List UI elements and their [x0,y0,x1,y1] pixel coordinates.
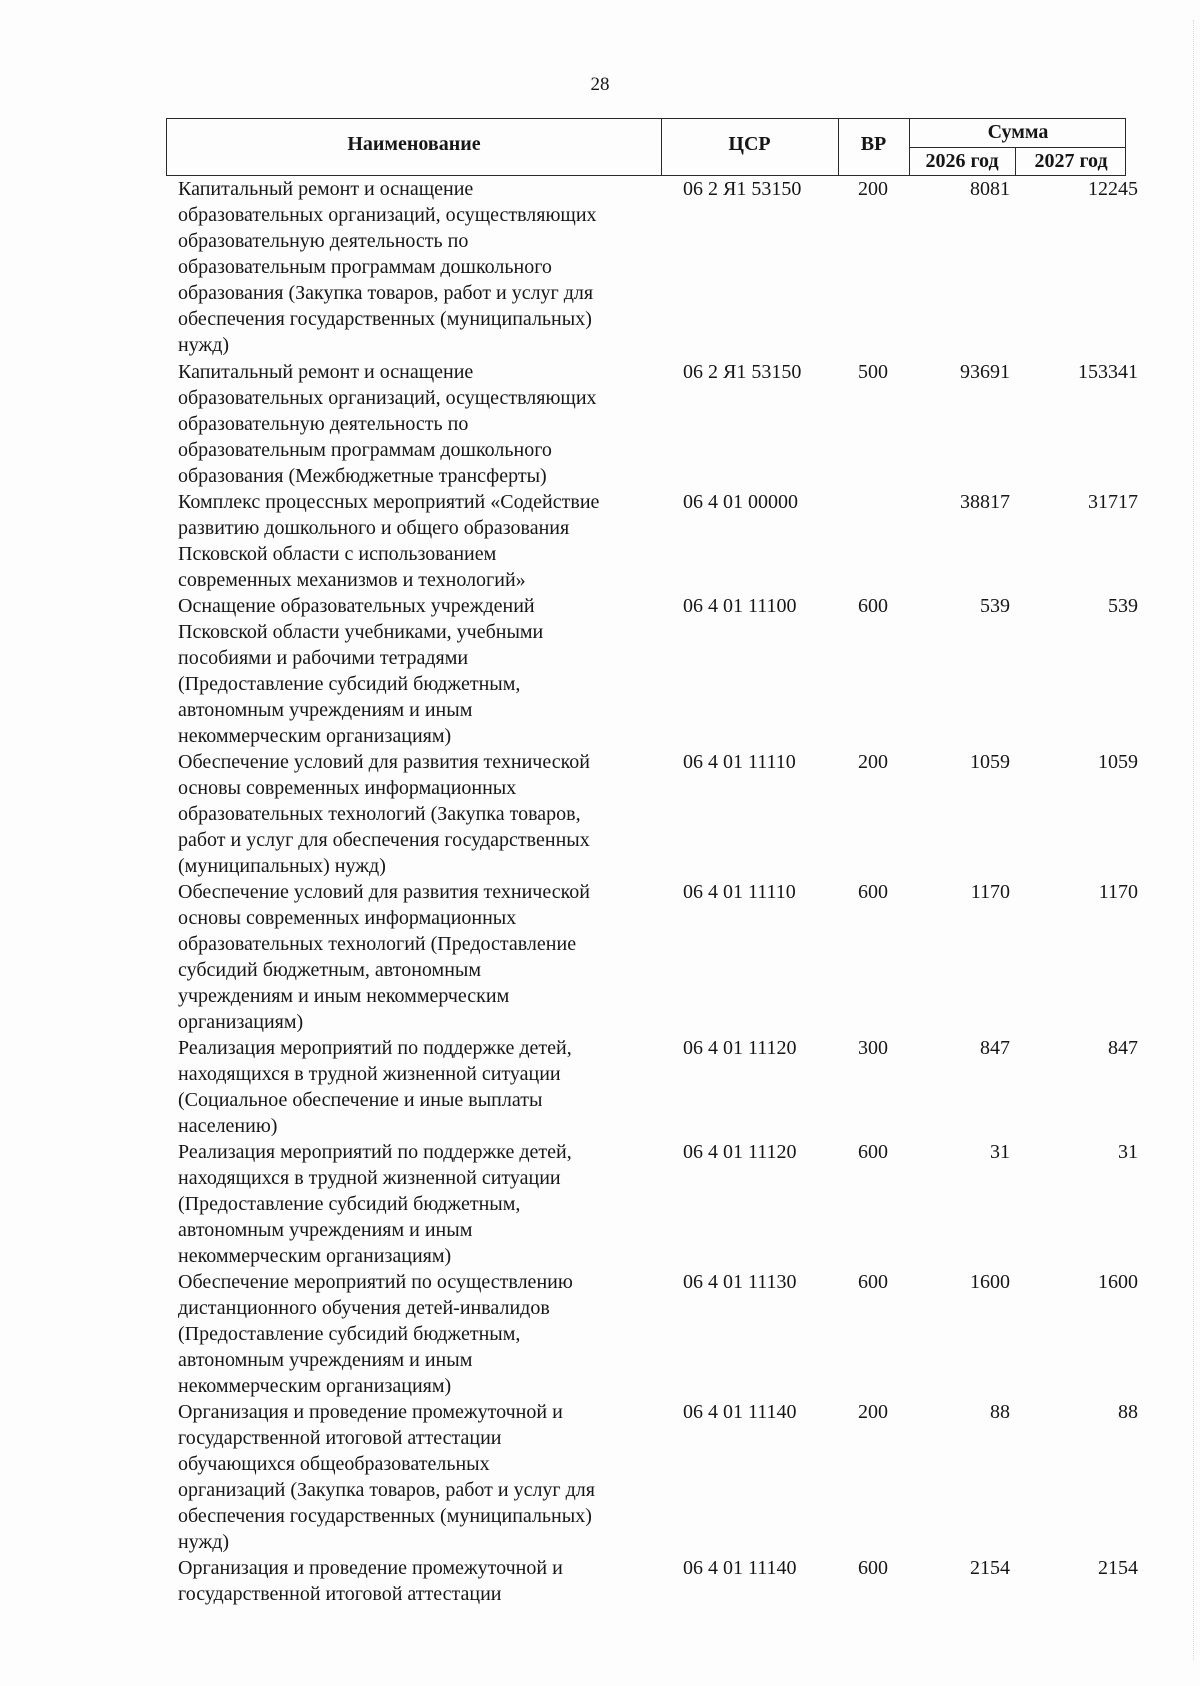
row-sum-2026: 847 [980,1037,1010,1059]
header-name: Наименование [347,133,481,155]
row-vr: 500 [858,361,888,383]
row-sum-2027: 1170 [1098,881,1138,903]
row-sum-2027: 88 [1118,1401,1138,1423]
row-name: Реализация мероприятий по поддержке детей, находящихся в трудной жизненной ситуации (Предоставление субсидий бюджетным, автономным учреждениям и иным некоммерческим организациям) [178,1141,572,1267]
row-name: Оснащение образовательных учреждений Псковской области учебниками, учебными пособиями и рабочими тетрадями (Предоставление субсидий бюджетным, автономным учреждениям и иным некоммерческим организациям) [178,595,544,747]
row-name: Капитальный ремонт и оснащение образовательных организаций, осуществляющих образовательную деятельность по образовательным программам дошкольного образования (Закупка товаров, работ и услуг для обеспечения государственных (муниципальных) нужд) [178,178,597,356]
row-vr: 200 [858,751,888,773]
header-vr: ВР [860,133,887,155]
row-name: Обеспечение мероприятий по осуществлению дистанционного обучения детей-инвалидов (Предоставление субсидий бюджетным, автономным учреждениям и иным некоммерческим организациям) [178,1271,573,1397]
row-csr: 06 4 01 11120 [683,1141,797,1163]
header-sum-divider [909,147,1125,148]
row-sum-2026: 2154 [970,1557,1010,1579]
row-name: Обеспечение условий для развития технической основы современных информационных образовательных технологий (Предоставление субсидий бюджетным, автономным учреждениям и иным некоммерческим организациям) [178,881,591,1033]
header-year-2027: 2027 год [1034,150,1108,172]
row-sum-2027: 153341 [1078,361,1138,383]
row-sum-2026: 31 [990,1141,1010,1163]
row-name: Капитальный ремонт и оснащение образовательных организаций, осуществляющих образовательную деятельность по образовательным программам дошкольного образования (Межбюджетные трансферты) [178,361,597,487]
row-sum-2027: 1059 [1098,751,1138,773]
row-sum-2027: 2154 [1098,1557,1138,1579]
row-vr: 600 [858,1557,888,1579]
header-csr: ЦСР [728,133,771,155]
header-year-2026: 2026 год [925,150,999,172]
row-csr: 06 4 01 11110 [683,881,796,903]
table-header [166,118,1126,176]
row-csr: 06 4 01 11140 [683,1401,797,1423]
row-sum-2027: 31717 [1088,491,1138,513]
row-csr: 06 4 01 11110 [683,751,796,773]
row-sum-2026: 38817 [960,491,1010,513]
row-csr: 06 4 01 11120 [683,1037,797,1059]
scan-edge-artifact [1190,20,1194,1660]
row-vr: 600 [858,1271,888,1293]
row-csr: 06 4 01 11100 [683,595,797,617]
row-vr: 200 [858,178,888,200]
row-sum-2027: 539 [1108,595,1138,617]
row-vr: 200 [858,1401,888,1423]
row-sum-2027: 847 [1108,1037,1138,1059]
row-sum-2026: 1059 [970,751,1010,773]
row-name: Организация и проведение промежуточной и государственной итоговой аттестации [178,1557,563,1605]
row-sum-2027: 12245 [1088,178,1138,200]
row-csr: 06 4 01 11130 [683,1271,797,1293]
row-sum-2027: 1600 [1098,1271,1138,1293]
row-sum-2026: 93691 [960,361,1010,383]
row-name: Комплекс процессных мероприятий «Содействие развитию дошкольного и общего образования Псковской области с использованием современных механизмов и технологий» [178,491,600,591]
row-csr: 06 4 01 00000 [683,491,798,513]
row-vr: 600 [858,595,888,617]
row-name: Организация и проведение промежуточной и государственной итоговой аттестации обучающихся общеобразовательных организаций (Закупка товаров, работ и услуг для обеспечения государственных (муниципальных) нужд) [178,1401,595,1553]
row-name: Обеспечение условий для развития технической основы современных информационных образовательных технологий (Закупка товаров, работ и услуг для обеспечения государственных (муниципальных) нужд) [178,751,591,877]
row-sum-2027: 31 [1118,1141,1138,1163]
row-vr: 300 [858,1037,888,1059]
header-sum: Сумма [987,121,1049,143]
row-sum-2026: 1170 [970,881,1010,903]
row-sum-2026: 1600 [970,1271,1010,1293]
page-number: 28 [590,74,610,95]
row-csr: 06 4 01 11140 [683,1557,797,1579]
row-csr: 06 2 Я1 53150 [683,178,802,200]
row-name: Реализация мероприятий по поддержке детей, находящихся в трудной жизненной ситуации (Социальное обеспечение и иные выплаты населению) [178,1037,572,1137]
row-vr: 600 [858,1141,888,1163]
row-sum-2026: 539 [980,595,1010,617]
row-sum-2026: 8081 [970,178,1010,200]
row-sum-2026: 88 [990,1401,1010,1423]
row-csr: 06 2 Я1 53150 [683,361,802,383]
row-vr: 600 [858,881,888,903]
